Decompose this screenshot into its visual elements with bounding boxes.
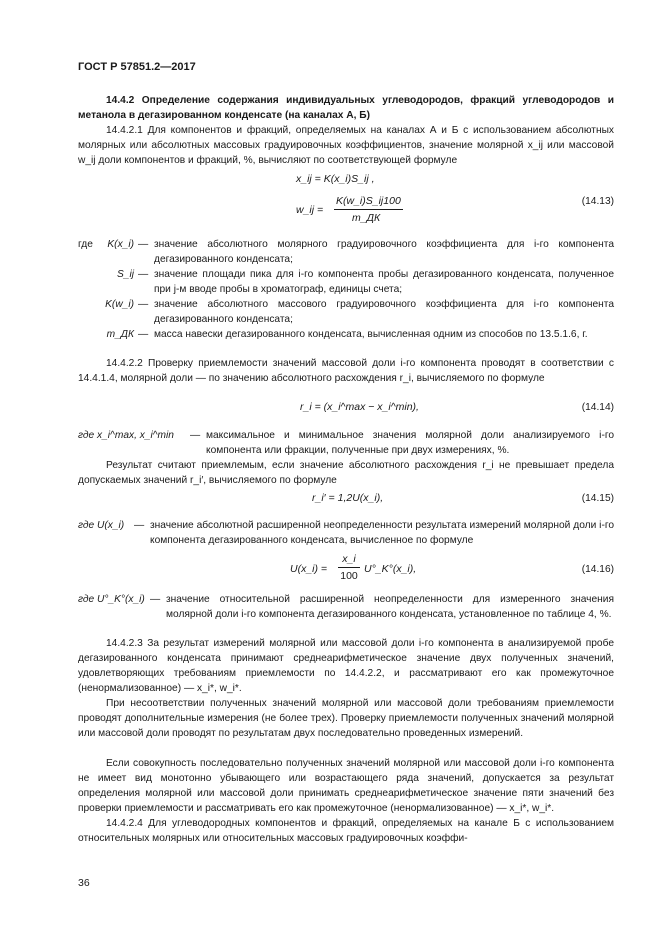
def-text-kxi: значение абсолютного молярного градуировочного коэффициента для i-го компонента дегазированного конденсата; bbox=[154, 239, 614, 265]
def-term-kwi: K(w_i) bbox=[105, 299, 134, 310]
formula-14-13-number: (14.13) bbox=[581, 196, 614, 207]
formula-14-16-lhs: U(x_i) = bbox=[290, 563, 328, 575]
formula-14-15-number: (14.15) bbox=[581, 493, 614, 504]
def-dash: — bbox=[150, 594, 161, 605]
formula-14-14-number: (14.14) bbox=[581, 402, 614, 413]
def-text-mdk: масса навески дегазированного конденсата, вычисленная одним из способов по 13.5.1.6, г. bbox=[154, 329, 588, 340]
def-text-urel: значение относительной расширенной неопределенности для измеренного значения молярной доли i-го компонента дегазированного конденсата, установленное по таблице 4, %. bbox=[166, 594, 614, 620]
def-term-kxi: K(x_i) bbox=[107, 239, 134, 250]
def-term-sij: S_ij bbox=[117, 269, 134, 280]
paragraph-noncompliance: При несоответствии полученных значений молярной или массовой доли требованиям приемлемости проводят дополнительные измерения (не более трех). Проверку приемлемости полученных значений молярной или массовой доли проводят по результатам двух последовательно проведенных измерений. bbox=[78, 698, 614, 739]
def-term-mdk: m_ДК bbox=[106, 329, 134, 340]
formula-14-16-numerator: x_i bbox=[338, 552, 360, 568]
formula-14-16-denominator: 100 bbox=[340, 570, 358, 582]
paragraph-14-4-2-1: 14.4.2.1 Для компонентов и фракций, определяемых на каналах А и Б с использованием абсолютных молярных или абсолютных массовых градуировочных коэффициентов, значение молярной x_ij или массовой w_ij доли компонентов и фракций, %, вычисляют по соответствующей формуле bbox=[78, 125, 614, 166]
def-dash: — bbox=[134, 520, 145, 531]
formula-14-13-lhs: w_ij = bbox=[296, 204, 324, 216]
def-text-kwi: значение абсолютного массового градуировочного коэффициента для i-го компонента дегазированного конденсата; bbox=[154, 299, 614, 325]
def-term-uxi: где U(x_i) bbox=[78, 520, 125, 531]
def-dash: — bbox=[138, 329, 149, 340]
def-text-uxi: значение абсолютной расширенной неопределенности результата измерений молярной доли i-го компонента дегазированного конденсата, вычисленное по формуле bbox=[150, 520, 614, 546]
formula-14-13-line1: x_ij = K(x_i)S_ij , bbox=[296, 173, 375, 185]
formula-14-13-denominator: m_ДК bbox=[352, 212, 381, 224]
formula-14-16-number: (14.16) bbox=[581, 564, 614, 575]
paragraph-14-4-2-3: 14.4.2.3 За результат измерений молярной или массовой доли i-го компонента в анализируемой пробе дегазированного конденсата принимают среднеарифметическое значение двух полученных значений, удовлетворяющих требованиям приемлемости по 14.4.2.2, и рассматривают его как промежуточное (ненормализованное) — x_i*, w_i*. bbox=[78, 638, 614, 694]
def-dash: — bbox=[190, 430, 201, 441]
def-term-xmax-xmin: где x_i^max, x_i^min bbox=[78, 430, 174, 441]
paragraph-14-4-2-4: 14.4.2.4 Для углеводородных компонентов и фракций, определяемых на канале Б с использованием относительных молярных или относительных массовых градуировочных коэффи- bbox=[78, 818, 614, 844]
def-text-xmax-xmin: максимальное и минимальное значения молярной доли анализируемого i-го компонента или фракции, полученные при двух измерениях, %. bbox=[206, 430, 614, 456]
def-term-urel: где U°_K°(x_i) bbox=[78, 594, 145, 605]
def-dash: — bbox=[138, 269, 149, 280]
paragraph-sequence: Если совокупность последовательно полученных значений молярной или массовой доли i-го компонента не имеет вид монотонно убывающего или возрастающего ряда значений, допускается за результат определения молярной или массовой доли принимать среднеарифметическое значение пяти значений без проверки приемлемости и рассматривать его как промежуточное (ненормализованное) — x_i*, w_i*. bbox=[78, 758, 614, 814]
document-header: ГОСТ Р 57851.2—2017 bbox=[78, 61, 196, 73]
where-label: где bbox=[78, 239, 93, 250]
formula-14-13-numerator: K(w_i)S_ij100 bbox=[334, 194, 403, 210]
formula-14-15: r_i′ = 1,2U(x_i), bbox=[312, 492, 384, 504]
formula-14-14: r_i = (x_i^max − x_i^min), bbox=[300, 401, 419, 413]
section-title: 14.4.2 Определение содержания индивидуальных углеводородов, фракций углеводородов и метанола в дегазированном конденсате (на каналах А, Б) bbox=[78, 95, 614, 121]
paragraph-acceptance: Результат считают приемлемым, если значение абсолютного расхождения r_i не превышает предела допускаемых значений r_i′, вычисляемого по формуле bbox=[78, 460, 614, 486]
formula-14-16-rhs: U°_K°(x_i), bbox=[364, 563, 417, 575]
paragraph-14-4-2-2: 14.4.2.2 Проверку приемлемости значений массовой доли i-го компонента проводят в соответствии с 14.4.1.4, молярной доли — по значению абсолютного расхождения r_i, вычисляемого по формуле bbox=[78, 358, 614, 384]
def-dash: — bbox=[138, 239, 149, 250]
def-text-sij: значение площади пика для i-го компонента пробы дегазированного конденсата, полученное при j-м вводе пробы в хроматограф, единицы счета; bbox=[154, 269, 614, 295]
def-dash: — bbox=[138, 299, 149, 310]
page-number: 36 bbox=[78, 877, 90, 889]
